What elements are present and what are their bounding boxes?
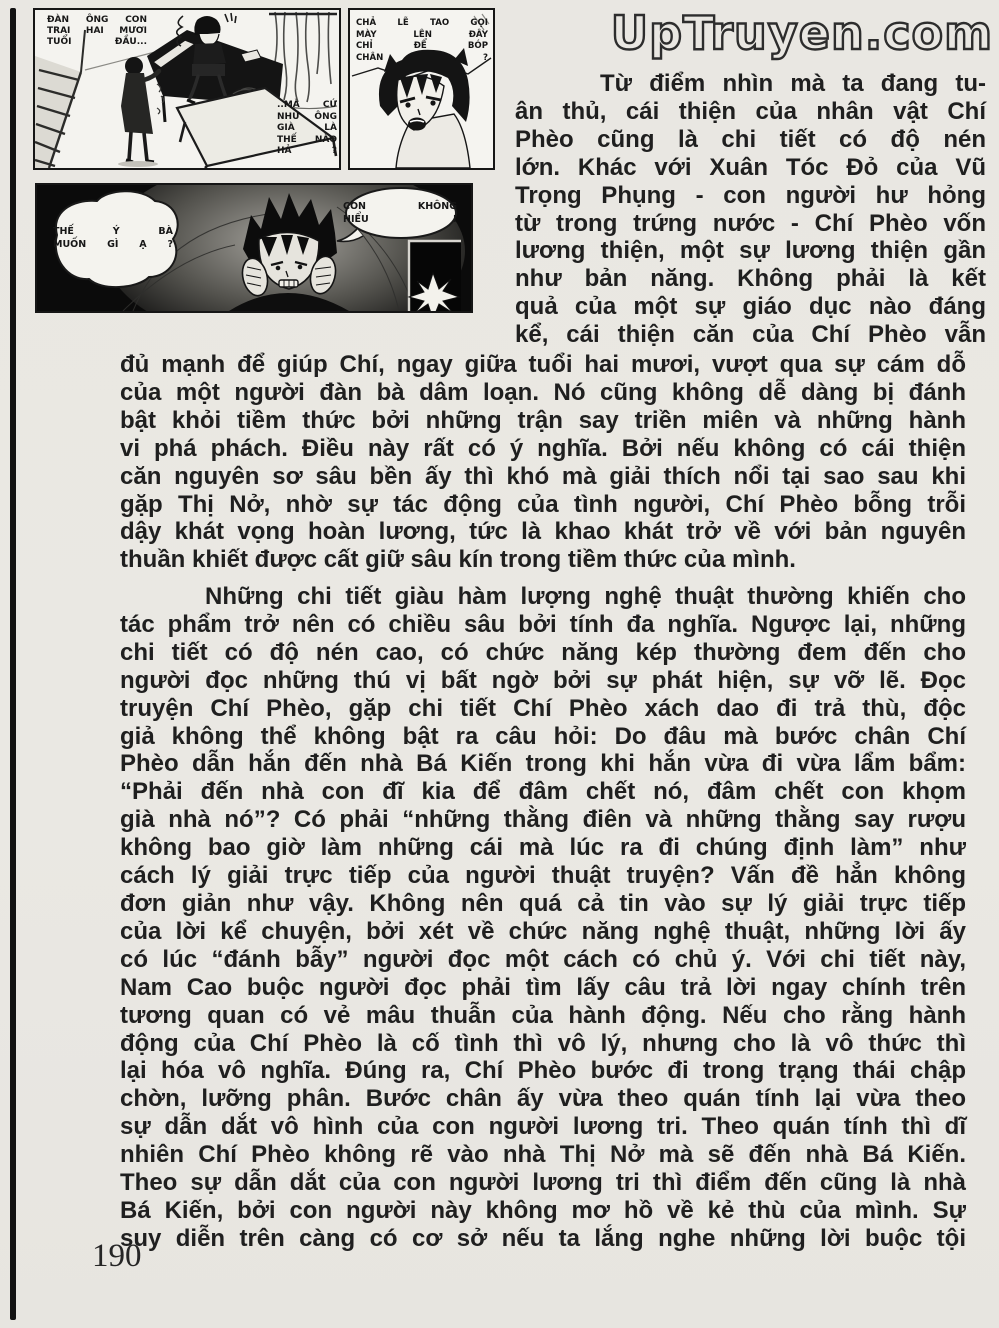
article-text-line: ân thủ, cái thiện của nhân vật Chí <box>515 97 986 125</box>
article-text-line: Từ điểm nhìn mà ta đang tu- <box>600 70 986 97</box>
article-text-line: căn nguyên sơ sâu bền ấy thì khó mà giải thích nổi tại sao sau khi <box>120 462 966 490</box>
bubble-line: CON KHÔNG <box>343 201 457 212</box>
article-text-line: Trọng Phụng - con người hư hỏng <box>515 181 986 209</box>
article-text-line: giả không thể không bật ra câu hỏi: Do đâu mà bước chân Chí <box>120 722 966 750</box>
binding-spine-bar <box>10 8 16 1320</box>
caption-line: THẾ NÀO <box>277 134 337 145</box>
site-watermark-logo: UpTruyen.com <box>610 6 993 60</box>
article-text-line: lại hóa vô nghĩa. Đúng ra, Chí Phèo bước đi trong trạng thái chập <box>120 1057 966 1085</box>
article-text-line: tương quan có vẻ mâu thuẫn của hành động. Nếu cho rằng hành <box>120 1001 966 1029</box>
article-text-line: Phèo cũng là chi tiết có độ nén <box>515 125 986 153</box>
speech-caption-right <box>277 100 337 158</box>
article-paragraph-1 <box>120 351 966 574</box>
article-text-line: kể, cái thiện căn của Chí Phèo vẫn <box>515 321 986 349</box>
article-text-line: Bá Kiến, bởi con người này không mơ hồ về kẻ thù của mình. Sự <box>120 1196 966 1224</box>
article-text-line: sự dẫn dắt vô hình của con người lương tri. Theo quán tính thì dĩ <box>120 1113 966 1141</box>
article-text-line: động của Chí Phèo là cố tình thì vô lý, nhưng cho là vô thức thì <box>120 1029 966 1057</box>
bubble-line: CHỈ ĐỂ BÓP <box>356 41 488 51</box>
article-text-line: lớn. Khác với Xuân Tóc Đỏ của Vũ <box>515 153 986 181</box>
article-column <box>515 70 986 349</box>
caption-line: HẢ ? <box>277 146 337 156</box>
page-number: 190 <box>92 1238 142 1274</box>
article-text-line: vi phá phách. Điều này rất có ý nghĩa. Bởi nếu không có cái thiện <box>120 434 966 462</box>
article-text-line: có lúc “đánh bẫy” người đọc một cách có chủ ý. Với chi tiết này, <box>120 945 966 973</box>
bubble-line: MUỐN GÌ Ạ ? <box>53 239 173 250</box>
article-text-line: chi tiết có độ nén cao, có chức năng kép thường đem đến cho <box>120 638 966 666</box>
caption-line: ..MÀ CỨ <box>277 100 337 110</box>
article-text-line: “Phải đến nhà con đĩ kia để đâm chết nó, đâm chết con khọm <box>120 778 966 806</box>
article-text-line: tác phẩm trở nên có chiều sâu bởi tính đa nghĩa. Ngược lại, những <box>120 610 966 638</box>
speech-caption-left <box>47 15 147 48</box>
article-text-line: như bản năng. Không phải là kết <box>515 265 986 293</box>
caption-line: GIÀ LÀ <box>277 123 337 133</box>
bubble-line: HIỂU ! <box>343 214 457 225</box>
article-text-line: Nam Cao buộc người đọc phải tìm lấy câu trả lời ngay chính trên <box>120 973 966 1001</box>
article-text-line: không bao giờ làm những cái mà lúc ra đi chúng định làm” như <box>120 834 966 862</box>
article-text-line: dậy khát vọng hoàn lương, tức là khao khát trở về với bản nguyên <box>120 518 966 546</box>
speech-bubble-right-text <box>343 200 457 226</box>
caption-line: TRAI HAI MƯƠI <box>47 26 147 36</box>
caption-line: ĐÀN ÔNG CON <box>47 15 147 25</box>
bubble-line: CHẢ LẼ TAO GỌI <box>356 18 488 28</box>
article-text-line: Theo sự dẫn dắt của con người lương tri thì điểm đến cũng là nhà <box>120 1169 966 1197</box>
article-text-line: lương thiện, một sự lương thiện gần <box>515 237 986 265</box>
article-text-line: của một người đàn bà dâm loạn. Nó cũng không dễ dàng bị đánh <box>120 378 966 406</box>
bubble-line: CHÂN ? <box>356 52 488 63</box>
article-text-line: quả của một sự giáo dục nào đáng <box>515 293 986 321</box>
article-text-line: gặp Thị Nở, nhờ sự tác động của tình người, Chí Phèo bỗng trỗi <box>120 490 966 518</box>
bubble-line: THẾ Ý BÀ <box>53 226 173 237</box>
manga-panel-room-scene <box>33 8 341 170</box>
article-text-line: Phèo dẫn hắn đến nhà Bá Kiến trong khi hắn vừa đi vừa lẩm bẩm: <box>120 750 966 778</box>
bubble-line: MÀY LÊN ĐÂY <box>356 29 488 40</box>
article-text-line: người đọc những thú vị bất ngờ bởi sự phát hiện, sự vỡ lẽ. Đọc <box>120 666 966 694</box>
manga-panel-distressed-man <box>35 183 473 313</box>
article-text-line: truyện Chí Phèo, gặp chi tiết Chí Phèo xách dao đi trả thù, độc <box>120 694 966 722</box>
article-text-line: chờn, lưỡng phân. Bước chân ấy vừa theo quán tính lại vừa theo <box>120 1085 966 1113</box>
article-text-line: suy diễn trên càng có cơ sở nếu ta lắng nghe những lời buộc tội <box>120 1224 966 1252</box>
article-text-line: thuần khiết được cất giữ sâu kín trong tiềm thức của mình. <box>120 546 796 574</box>
article-paragraph-2 <box>120 583 966 1253</box>
speech-bubble-left-text <box>53 225 173 251</box>
article-text-line: đơn giản như vậy. Không nên quá cả tin vào sự lý giải trực tiếp <box>120 889 966 917</box>
article-text-line: nhiên Chí Phèo không rẽ vào nhà Thị Nở mà sẽ đến nhà Bá Kiến. <box>120 1141 966 1169</box>
speech-bubble-girl <box>356 18 488 64</box>
caption-line: NHƯ ÔNG <box>277 111 337 122</box>
article-text-line: già nhà nó”? Có phải “những thằng điên và những thằng say rượu <box>120 806 966 834</box>
article-text-line: cách lý giải trực tiếp của người thuật truyện? Vấn đề hẳn không <box>120 862 966 890</box>
article-text-line: của lời kể chuyện, bởi xét về chức năng nghệ thuật, những lời ấy <box>120 917 966 945</box>
manga-panel-shouting-girl <box>348 8 495 170</box>
article-text-line: Những chi tiết giàu hàm lượng nghệ thuật thường khiến cho <box>205 583 966 610</box>
article-text-line: từ trong trứng nước - Chí Phèo vốn <box>515 209 986 237</box>
article-text-line: bật khỏi tiềm thức bởi những trận say triền miên và những hành <box>120 406 966 434</box>
caption-line: TUỔI ĐẦU... <box>47 37 147 47</box>
article-text-line: đủ mạnh để giúp Chí, ngay giữa tuổi hai mươi, vượt qua sự cám dỗ <box>120 351 966 378</box>
